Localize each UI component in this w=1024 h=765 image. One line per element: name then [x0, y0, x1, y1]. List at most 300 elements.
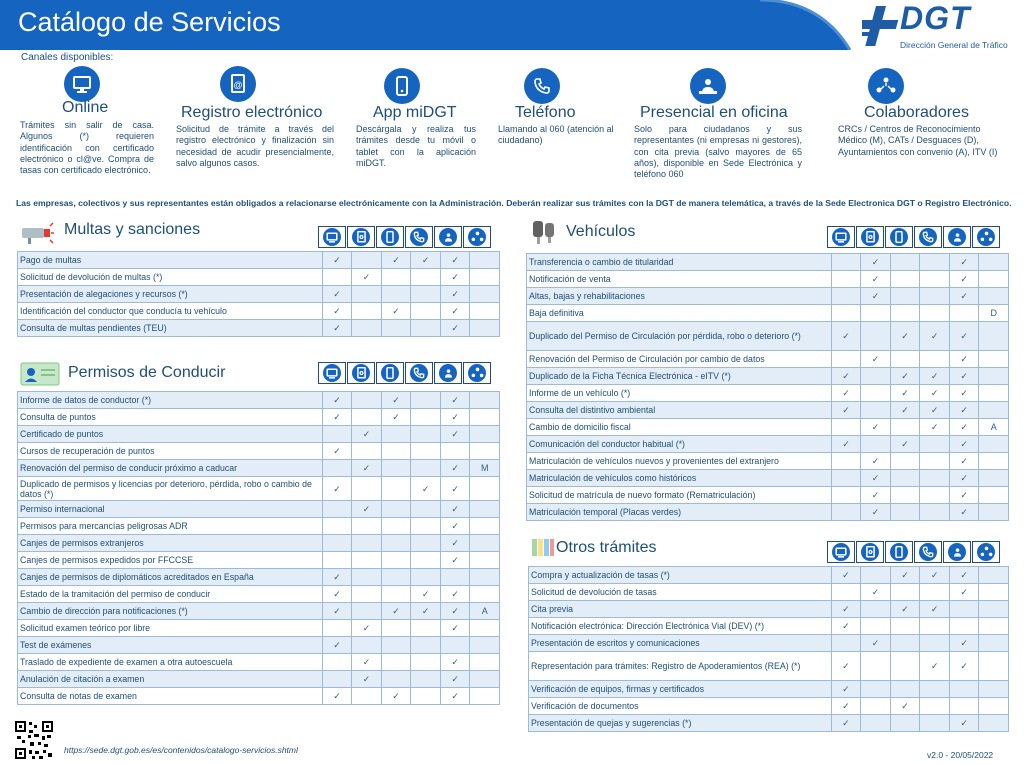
column-header-collaborators: [463, 362, 491, 384]
table-row: [18, 320, 500, 337]
availability-cell: [861, 305, 891, 322]
availability-cell: [979, 271, 1009, 288]
availability-cell: [920, 504, 950, 521]
table-row: [529, 618, 1009, 635]
availability-cell: [979, 288, 1009, 305]
office-people-icon: [690, 68, 726, 104]
availability-cell: [890, 487, 920, 504]
availability-cell: ✓: [440, 252, 470, 269]
column-header-office-people: [943, 541, 971, 563]
availability-cell: ✓: [440, 392, 470, 409]
mobile-app-icon: [381, 364, 399, 382]
availability-cell: [890, 419, 920, 436]
availability-cell: ✓: [920, 385, 950, 402]
availability-cell: [352, 637, 382, 654]
availability-cell: A: [979, 419, 1009, 436]
channel-desc: Solo para ciudadanos y sus representantes (ni empresas ni gestores), con cita previa (salvo mayores de 65 años), disponible en Sede Electrónica y teléfono 060: [634, 124, 802, 180]
availability-cell: [411, 392, 441, 409]
availability-cell: [949, 618, 979, 635]
table-row: [527, 368, 1009, 385]
availability-cell: ✓: [831, 567, 861, 584]
availability-cell: [920, 487, 950, 504]
availability-cell: ✓: [322, 303, 352, 320]
availability-cell: ✓: [411, 477, 441, 501]
availability-cell: [979, 436, 1009, 453]
availability-cell: [979, 385, 1009, 402]
availability-cell: ✓: [949, 487, 979, 504]
availability-cell: [920, 351, 950, 368]
service-label: Baja definitiva: [527, 305, 832, 322]
page-title: Catálogo de Servicios: [18, 7, 281, 37]
column-header-document-at: [347, 226, 375, 248]
availability-cell: [831, 288, 861, 305]
availability-cell: ✓: [831, 385, 861, 402]
collaborators-icon: [468, 228, 486, 246]
availability-cell: [920, 470, 950, 487]
service-label: Cursos de recuperación de puntos: [18, 443, 323, 460]
availability-cell: [979, 402, 1009, 419]
service-label: Presentación de alegaciones y recursos (*): [18, 286, 323, 303]
license-card-icon: [20, 362, 60, 391]
phone-icon: [410, 228, 428, 246]
availability-cell: [861, 715, 891, 732]
availability-cell: [411, 637, 441, 654]
section-title: Vehículos: [566, 223, 636, 240]
availability-cell: ✓: [861, 635, 891, 652]
service-label: Solicitud de devolución de multas (*): [18, 269, 323, 286]
service-label: Solicitud examen teórico por libre: [18, 620, 323, 637]
availability-cell: [381, 552, 411, 569]
availability-cell: ✓: [949, 351, 979, 368]
availability-cell: ✓: [861, 254, 891, 271]
service-label: Consulta del distintivo ambiental: [527, 402, 832, 419]
availability-cell: ✓: [949, 635, 979, 652]
availability-cell: [920, 715, 950, 732]
availability-cell: [470, 392, 500, 409]
document-at-icon: [861, 228, 879, 246]
collaborators-icon: [977, 543, 995, 561]
availability-cell: [949, 601, 979, 618]
service-label: Comunicación del conductor habitual (*): [527, 436, 832, 453]
availability-cell: [322, 518, 352, 535]
service-label: Solicitud de matrícula de nuevo formato (Rematriculación): [527, 487, 832, 504]
availability-cell: ✓: [861, 487, 891, 504]
availability-cell: [470, 426, 500, 443]
service-label: Cambio de domicilio fiscal: [527, 419, 832, 436]
table-otros: [528, 566, 1009, 732]
availability-cell: [322, 269, 352, 286]
table-row: [529, 635, 1009, 652]
section-title: Permisos de Conducir: [68, 364, 226, 381]
service-label: Informe de un vehículo (*): [527, 385, 832, 402]
availability-cell: ✓: [352, 460, 382, 477]
availability-cell: [411, 620, 441, 637]
availability-cell: [861, 601, 891, 618]
availability-cell: [352, 392, 382, 409]
availability-cell: ✓: [861, 351, 891, 368]
availability-cell: [470, 535, 500, 552]
availability-cell: [979, 322, 1009, 351]
availability-cell: [322, 501, 352, 518]
table-row: [18, 477, 500, 501]
availability-cell: [381, 501, 411, 518]
availability-cell: [381, 654, 411, 671]
availability-cell: [949, 698, 979, 715]
availability-cell: [470, 286, 500, 303]
availability-cell: ✓: [949, 504, 979, 521]
availability-cell: [352, 286, 382, 303]
availability-cell: [979, 351, 1009, 368]
availability-cell: [949, 681, 979, 698]
availability-cell: ✓: [352, 426, 382, 443]
availability-cell: [352, 586, 382, 603]
table-row: [527, 402, 1009, 419]
availability-cell: [920, 453, 950, 470]
availability-cell: ✓: [949, 436, 979, 453]
logo-subtitle: Dirección General de Tráfico: [900, 40, 1008, 50]
column-header-office-people: [434, 226, 462, 248]
availability-cell: [411, 688, 441, 705]
availability-cell: ✓: [920, 652, 950, 681]
availability-cell: ✓: [381, 252, 411, 269]
monitor-icon: [832, 543, 850, 561]
availability-cell: ✓: [890, 368, 920, 385]
table-row: [18, 552, 500, 569]
availability-cell: ✓: [322, 477, 352, 501]
service-label: Consulta de puntos: [18, 409, 323, 426]
monitor-icon: [323, 364, 341, 382]
availability-cell: [322, 460, 352, 477]
dgt-logo: [858, 0, 1008, 64]
availability-cell: [890, 254, 920, 271]
table-row: [18, 654, 500, 671]
service-label: Informe de datos de conductor (*): [18, 392, 323, 409]
availability-cell: [381, 569, 411, 586]
table-row: [527, 254, 1009, 271]
availability-cell: ✓: [861, 504, 891, 521]
table-row: [529, 652, 1009, 681]
service-label: Traslado de expediente de examen a otra autoescuela: [18, 654, 323, 671]
availability-cell: ✓: [890, 322, 920, 351]
service-label: Duplicado del Permiso de Circulación por pérdida, robo o deterioro (*): [527, 322, 832, 351]
document-at-icon: [352, 364, 370, 382]
phone-icon: [919, 543, 937, 561]
service-label: Permiso internacional: [18, 501, 323, 518]
column-header-document-at: [856, 226, 884, 248]
availability-cell: [352, 252, 382, 269]
availability-cell: [920, 618, 950, 635]
availability-cell: [470, 586, 500, 603]
availability-cell: [831, 271, 861, 288]
availability-cell: ✓: [831, 681, 861, 698]
availability-cell: [411, 320, 441, 337]
availability-cell: [381, 426, 411, 443]
service-label: Notificación electrónica: Dirección Electrónica Vial (DEV) (*): [529, 618, 832, 635]
availability-cell: [890, 504, 920, 521]
availability-cell: [381, 535, 411, 552]
column-header-monitor: [318, 226, 346, 248]
logo-text: DGT: [900, 0, 971, 36]
availability-cell: ✓: [949, 385, 979, 402]
table-row: [18, 392, 500, 409]
availability-cell: ✓: [322, 603, 352, 620]
availability-cell: ✓: [440, 460, 470, 477]
availability-cell: ✓: [920, 601, 950, 618]
availability-cell: ✓: [890, 385, 920, 402]
service-label: Verificación de equipos, firmas y certificados: [529, 681, 832, 698]
document-at-icon: [861, 543, 879, 561]
availability-cell: [381, 269, 411, 286]
availability-cell: [352, 320, 382, 337]
availability-cell: [890, 618, 920, 635]
availability-cell: [470, 671, 500, 688]
table-row: [18, 637, 500, 654]
availability-cell: [470, 320, 500, 337]
table-row: [18, 303, 500, 320]
qr-code: [14, 720, 54, 760]
column-header-row: [827, 226, 1001, 248]
availability-cell: [890, 681, 920, 698]
availability-cell: [831, 351, 861, 368]
availability-cell: ✓: [890, 436, 920, 453]
availability-cell: [831, 487, 861, 504]
availability-cell: ✓: [322, 392, 352, 409]
availability-cell: ✓: [949, 402, 979, 419]
availability-cell: [920, 698, 950, 715]
availability-cell: [979, 254, 1009, 271]
table-row: [18, 620, 500, 637]
table-row: [529, 584, 1009, 601]
channel-title: App miDGT: [373, 104, 457, 121]
availability-cell: [470, 303, 500, 320]
office-people-icon: [439, 228, 457, 246]
availability-cell: ✓: [381, 688, 411, 705]
availability-cell: ✓: [322, 286, 352, 303]
availability-cell: ✓: [411, 586, 441, 603]
column-header-phone: [914, 541, 942, 563]
availability-cell: [470, 552, 500, 569]
availability-cell: ✓: [949, 453, 979, 470]
availability-cell: ✓: [322, 320, 352, 337]
table-row: [529, 601, 1009, 618]
service-label: Cambio de dirección para notificaciones (*): [18, 603, 323, 620]
availability-cell: [322, 620, 352, 637]
availability-cell: ✓: [440, 286, 470, 303]
availability-cell: ✓: [440, 671, 470, 688]
availability-cell: ✓: [949, 368, 979, 385]
availability-cell: [979, 470, 1009, 487]
table-row: [529, 715, 1009, 732]
availability-cell: [322, 654, 352, 671]
availability-cell: [440, 569, 470, 586]
availability-cell: [381, 443, 411, 460]
availability-cell: [381, 477, 411, 501]
monitor-icon: [323, 228, 341, 246]
column-header-row: [318, 362, 492, 384]
availability-cell: ✓: [949, 567, 979, 584]
availability-cell: [411, 552, 441, 569]
column-header-monitor: [827, 226, 855, 248]
availability-cell: [352, 603, 382, 620]
availability-cell: ✓: [440, 586, 470, 603]
car-keys-icon: [531, 219, 557, 250]
availability-cell: ✓: [440, 518, 470, 535]
column-header-monitor: [318, 362, 346, 384]
table-row: [18, 426, 500, 443]
availability-cell: [861, 567, 891, 584]
availability-cell: [979, 618, 1009, 635]
column-header-phone: [914, 226, 942, 248]
availability-cell: [861, 402, 891, 419]
table-row: [18, 409, 500, 426]
table-row: [18, 501, 500, 518]
availability-cell: [890, 288, 920, 305]
availability-cell: [470, 637, 500, 654]
availability-cell: [831, 470, 861, 487]
availability-cell: ✓: [440, 535, 470, 552]
service-label: Pago de multas: [18, 252, 323, 269]
notice-text: Las empresas, colectivos y sus representantes están obligados a relacionarse electrónicamente con la Administración. Deberán realizar sus trámites con la DGT de manera telemática, a través de la Sede Electronica DGT o Registro Electrónico.: [16, 198, 1012, 208]
table-row: [18, 518, 500, 535]
channel-desc: CRCs / Centros de Reconocimiento Médico (M), CATs / Desguaces (D), Ayuntamientos con convenio (A), ITV (I): [838, 124, 998, 157]
availability-cell: [979, 567, 1009, 584]
service-label: Cita previa: [529, 601, 832, 618]
availability-cell: ✓: [381, 392, 411, 409]
availability-cell: ✓: [831, 322, 861, 351]
availability-cell: [352, 303, 382, 320]
table-row: [18, 286, 500, 303]
column-header-mobile-app: [885, 541, 913, 563]
monitor-icon: [64, 66, 100, 102]
catalog-url-link[interactable]: https://sede.dgt.gob.es/es/contenidos/catalogo-servicios.shtml: [64, 745, 298, 755]
availability-cell: ✓: [381, 303, 411, 320]
availability-cell: [920, 271, 950, 288]
table-row: [527, 271, 1009, 288]
availability-cell: [831, 305, 861, 322]
availability-cell: [381, 320, 411, 337]
availability-cell: ✓: [890, 601, 920, 618]
table-row: [527, 305, 1009, 322]
availability-cell: ✓: [831, 618, 861, 635]
availability-cell: D: [979, 305, 1009, 322]
availability-cell: [470, 443, 500, 460]
availability-cell: [861, 698, 891, 715]
availability-cell: [411, 426, 441, 443]
availability-cell: [470, 518, 500, 535]
availability-cell: ✓: [440, 269, 470, 286]
availability-cell: [470, 269, 500, 286]
availability-cell: ✓: [322, 443, 352, 460]
service-label: Renovación del Permiso de Circulación por cambio de datos: [527, 351, 832, 368]
mobile-app-icon: [381, 228, 399, 246]
availability-cell: [890, 584, 920, 601]
availability-cell: ✓: [861, 419, 891, 436]
speed-camera-icon: [20, 222, 54, 249]
phone-icon: [919, 228, 937, 246]
availability-cell: [352, 552, 382, 569]
document-at-icon: [220, 66, 256, 102]
service-label: Presentación de quejas y sugerencias (*): [529, 715, 832, 732]
phone-icon: [410, 364, 428, 382]
service-label: Matriculación de vehículos como históricos: [527, 470, 832, 487]
availability-cell: [861, 618, 891, 635]
service-label: Consulta de notas de examen: [18, 688, 323, 705]
availability-cell: [920, 436, 950, 453]
column-header-mobile-app: [376, 362, 404, 384]
dgt-logo-mark-icon: [862, 6, 902, 46]
table-row: [527, 419, 1009, 436]
table-row: [527, 453, 1009, 470]
availability-cell: ✓: [861, 453, 891, 470]
service-label: Matriculación temporal (Placas verdes): [527, 504, 832, 521]
office-people-icon: [439, 364, 457, 382]
availability-cell: ✓: [440, 603, 470, 620]
availability-cell: [979, 601, 1009, 618]
availability-cell: ✓: [920, 567, 950, 584]
service-label: Anulación de citación a examen: [18, 671, 323, 688]
availability-cell: [861, 652, 891, 681]
column-header-row: [827, 541, 1001, 563]
table-row: [529, 567, 1009, 584]
availability-cell: [920, 254, 950, 271]
availability-cell: [411, 460, 441, 477]
availability-cell: ✓: [352, 654, 382, 671]
table-row: [18, 269, 500, 286]
availability-cell: ✓: [831, 436, 861, 453]
availability-cell: ✓: [352, 269, 382, 286]
availability-cell: [381, 671, 411, 688]
availability-cell: ✓: [949, 254, 979, 271]
availability-cell: [411, 518, 441, 535]
service-label: Consulta de multas pendientes (TEU): [18, 320, 323, 337]
column-header-mobile-app: [885, 226, 913, 248]
table-row: [18, 688, 500, 705]
availability-cell: [411, 569, 441, 586]
collaborators-icon: [468, 364, 486, 382]
table-permisos: [17, 391, 500, 705]
table-row: [527, 288, 1009, 305]
availability-cell: [381, 460, 411, 477]
availability-cell: [979, 652, 1009, 681]
availability-cell: [890, 715, 920, 732]
collaborators-icon: [977, 228, 995, 246]
availability-cell: [381, 586, 411, 603]
availability-cell: ✓: [831, 652, 861, 681]
availability-cell: ✓: [949, 470, 979, 487]
availability-cell: [381, 637, 411, 654]
availability-cell: ✓: [890, 698, 920, 715]
availability-cell: [411, 671, 441, 688]
availability-cell: ✓: [831, 402, 861, 419]
availability-cell: ✓: [381, 409, 411, 426]
availability-cell: [440, 637, 470, 654]
availability-cell: [470, 654, 500, 671]
availability-cell: ✓: [440, 303, 470, 320]
column-header-collaborators: [972, 226, 1000, 248]
availability-cell: ✓: [440, 477, 470, 501]
service-label: Renovación del permiso de conducir próximo a caducar: [18, 460, 323, 477]
table-row: [527, 436, 1009, 453]
availability-cell: ✓: [920, 419, 950, 436]
availability-cell: [920, 681, 950, 698]
service-label: Certificado de puntos: [18, 426, 323, 443]
table-row: [527, 351, 1009, 368]
availability-cell: [381, 620, 411, 637]
availability-cell: [890, 635, 920, 652]
availability-cell: [470, 477, 500, 501]
channel-desc: Trámites sin salir de casa. Algunos (*) requieren identificación con certificado electrónico o cl@ve. Compra de tasas con certificado electrónico.: [20, 120, 154, 176]
availability-cell: [979, 368, 1009, 385]
